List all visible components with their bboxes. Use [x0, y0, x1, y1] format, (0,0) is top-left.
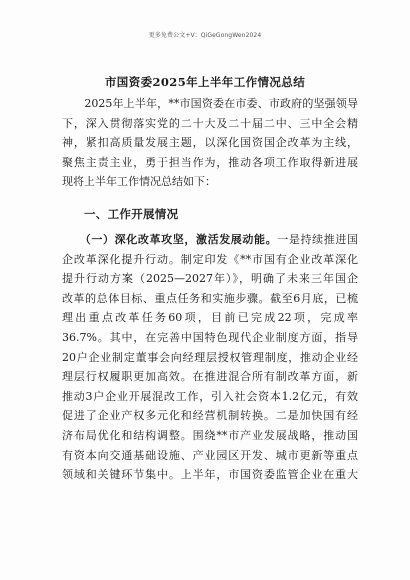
section-paragraph — [62, 230, 358, 485]
text-line: 有资本向交通基础设施、产业园区开发、城市更新等重点 — [62, 448, 358, 462]
document-title: 市国资委2025年上半年工作情况总结 — [104, 75, 306, 89]
watermark-text: 更多免费公文+V：QiGeGongWen2024 — [148, 32, 262, 39]
text-line: 领域和关键环节集中。上半年，市国资委监管企业在重大 — [62, 468, 358, 482]
text-line: 神，紧扣高质量发展主题，以深化国资国企改革为主线， — [62, 136, 358, 150]
text-line: 理出重点改革任务60项，目前已完成22项，完成率 — [62, 311, 358, 325]
text-fragment: 一是持续推进国 — [277, 233, 358, 246]
text-line: 推动3户企业开展混改工作，引入社会资本1.2亿元，有效 — [62, 389, 358, 403]
intro-paragraph — [62, 94, 358, 192]
text-line: 现将上半年工作情况总结如下： — [62, 175, 216, 189]
text-line: 提升行动方案（2025—2027年）》，明确了未来三年国企 — [62, 272, 358, 286]
text-line: 改革的总体目标、重点任务和实施步骤。截至6月底，已梳 — [62, 291, 358, 305]
text-line: 济布局优化和结构调整。围绕**市产业发展战略，推动国 — [62, 428, 358, 442]
text-line: 企改革深化提升行动。制定印发《**市国有企业改革深化 — [62, 252, 358, 266]
text-line — [62, 230, 358, 250]
text-line: 20户企业制定董事会向经理层授权管理制度，推动企业经 — [62, 350, 358, 364]
text-line: 理层行权履职更加高效。在推进混合所有制改革方面，新 — [62, 370, 358, 384]
text-line: 2025年上半年，**市国资委在市委、市政府的坚强领导 — [62, 97, 358, 110]
text-line: 聚焦主责主业，勇于担当作为，推动各项工作取得新进展 — [62, 155, 358, 169]
text-line: 36.7%。其中，在完善中国特色现代企业制度方面，指导 — [62, 330, 358, 344]
section-heading: 一、工作开展情况 — [84, 207, 179, 221]
text-line: 下，深入贯彻落实党的二十大及二十届二中、三中全会精 — [62, 116, 358, 130]
text-line: 促进了企业产权多元化和经营机制转换。二是加快国有经 — [62, 409, 358, 423]
subheading-lead: （一）深化改革攻坚，激活发展动能。 — [85, 233, 278, 246]
